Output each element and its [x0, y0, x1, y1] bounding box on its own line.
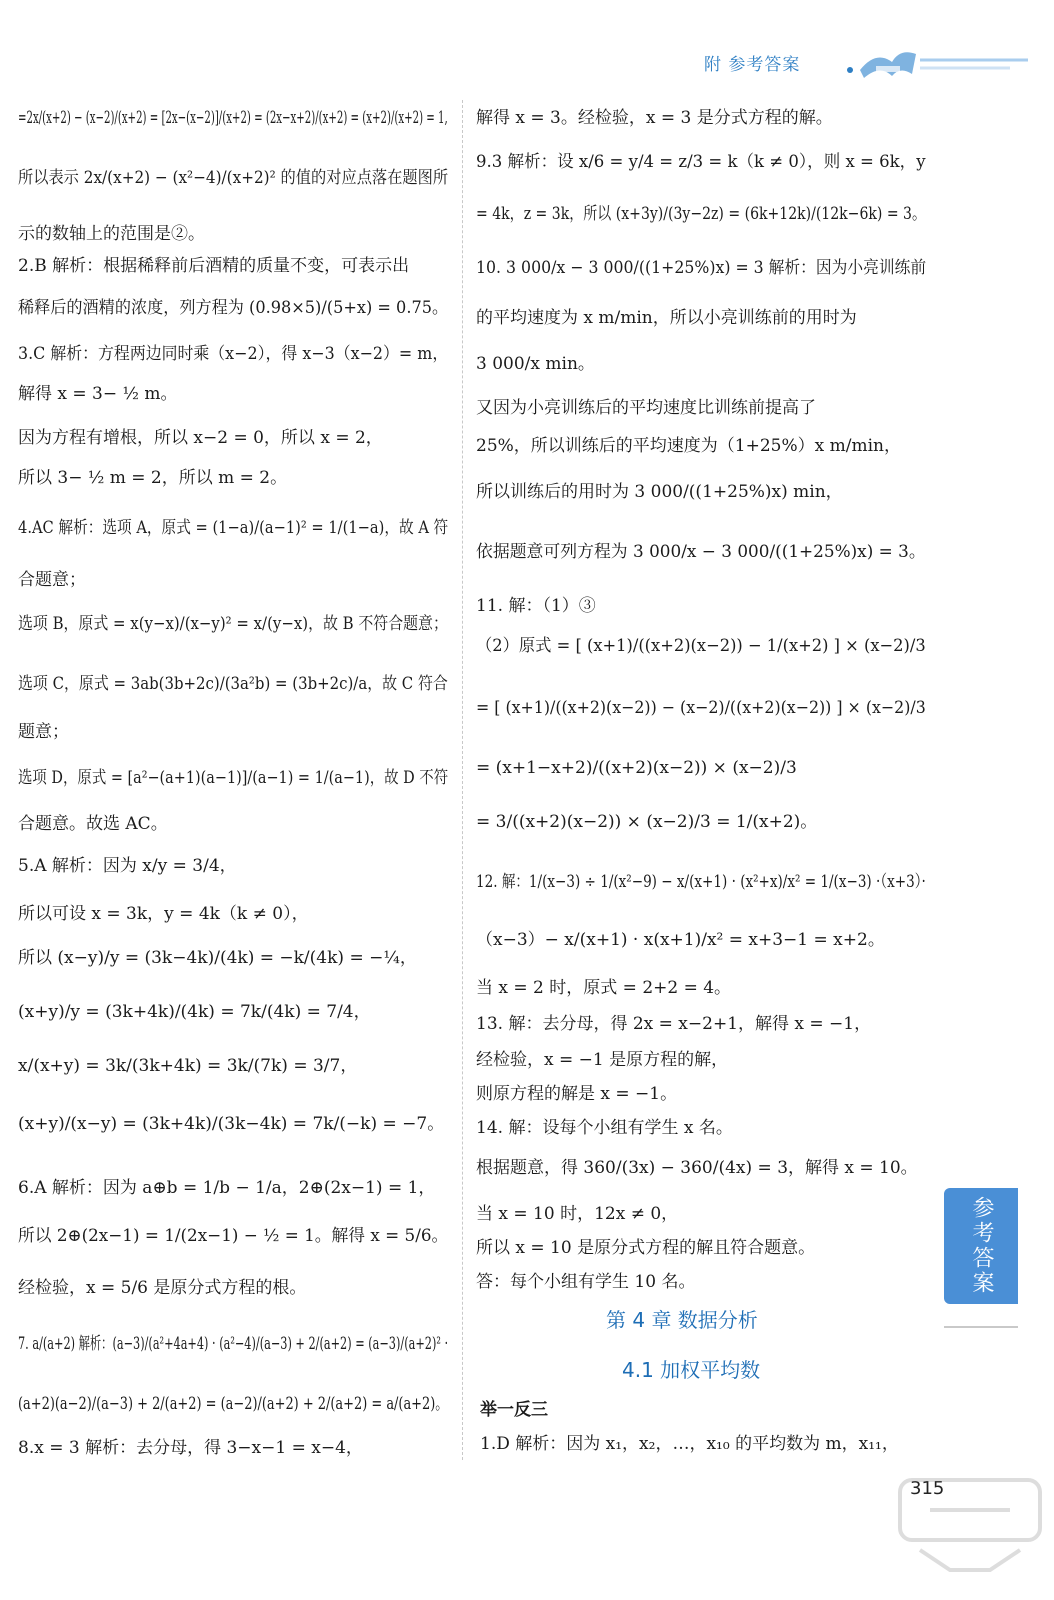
- right-text-line: 根据题意，得 360/(3x) − 360/(4x) = 3，解得 x = 10。: [476, 1158, 918, 1178]
- subsection-heading: 举一反三: [480, 1400, 548, 1420]
- right-text-line: 25%，所以训练后的平均速度为（1+25%）x m/min，: [476, 436, 901, 456]
- left-text-line: 7. a/(a+2) 解析：(a−3)/(a²+4a+4) · (a²−4)/(a−3) + 2/(a+2) = (a−3)/(a+2)² ·: [18, 1334, 449, 1354]
- column-divider: [462, 100, 463, 1460]
- right-text-line: 14. 解：设每个小组有学生 x 名。: [476, 1118, 733, 1138]
- left-text-line: 8.x = 3 解析：去分母，得 3−x−1 = x−4，: [18, 1438, 363, 1458]
- left-text-line: 稀释后的酒精的浓度，列方程为 (0.98×5)/(5+x) = 0.75。: [18, 298, 449, 318]
- watermark-logo-icon: [890, 1470, 1050, 1580]
- left-text-line: 3.C 解析：方程两边同时乘（x−2），得 x−3（x−2）= m，: [18, 344, 449, 364]
- side-rule: [944, 1326, 1018, 1328]
- header-title: 附 参考答案: [704, 55, 801, 75]
- left-text-line: =2x/(x+2) − (x−2)/(x+2) = [2x−(x−2)]/(x+2) = (2x−x+2)/(x+2) = (x+2)/(x+2) = 1,: [18, 108, 448, 128]
- left-text-line: 解得 x = 3− ½ m。: [18, 384, 178, 404]
- right-text-line: = (x+1−x+2)/((x+2)(x−2)) × (x−2)/3: [476, 758, 797, 778]
- right-text-line: = 3/((x+2)(x−2)) × (x−2)/3 = 1/(x+2)。: [476, 812, 818, 832]
- left-text-line: 所以 2⊕(2x−1) = 1/(2x−1) − ½ = 1。解得 x = 5/6。: [18, 1226, 449, 1246]
- left-text-line: 所以 (x−y)/y = (3k−4k)/(4k) = −k/(4k) = −¼，: [18, 948, 417, 968]
- left-text-line: 选项 D，原式 = [a²−(a+1)(a−1)]/(a−1) = 1/(a−1)，故 D 不符: [18, 768, 449, 788]
- left-text-line: 2.B 解析：根据稀释前后酒精的质量不变，可表示出: [18, 256, 410, 276]
- book-logo-icon: [840, 40, 1030, 84]
- left-text-line: (a+2)(a−2)/(a−3) + 2/(a+2) = (a−2)/(a+2) + 2/(a+2) = a/(a+2)。: [18, 1394, 449, 1414]
- right-text-line: 则原方程的解是 x = −1。: [476, 1084, 678, 1104]
- page-header: [700, 40, 1030, 90]
- right-text-line: 当 x = 10 时，12x ≠ 0，: [476, 1204, 679, 1224]
- left-text-line: 所以 3− ½ m = 2，所以 m = 2。: [18, 468, 288, 488]
- right-text-line: 10. 3 000/x − 3 000/((1+25%)x) = 3 解析：因为小亮训练前: [476, 258, 927, 278]
- left-text-line: 经检验，x = 5/6 是原分式方程的根。: [18, 1278, 307, 1298]
- right-text-line: 13. 解：去分母，得 2x = x−2+1，解得 x = −1，: [476, 1014, 872, 1034]
- right-text-line: 所以 x = 10 是原分式方程的解且符合题意。: [476, 1238, 816, 1258]
- left-text-line: 4.AC 解析：选项 A，原式 = (1−a)/(a−1)² = 1/(1−a)，故 A 符: [18, 518, 449, 538]
- section-title: 4.1 加权平均数: [622, 1358, 761, 1382]
- right-text-line: = [ (x+1)/((x+2)(x−2)) − (x−2)/((x+2)(x−2)) ] × (x−2)/3: [476, 698, 926, 718]
- right-text-line: 答：每个小组有学生 10 名。: [476, 1272, 696, 1292]
- right-text-line: 的平均速度为 x m/min，所以小亮训练前的用时为: [476, 308, 857, 328]
- left-text-line: (x+y)/y = (3k+4k)/(4k) = 7k/(4k) = 7/4，: [18, 1002, 371, 1022]
- left-text-line: 题意；: [18, 722, 69, 742]
- left-text-line: 选项 B，原式 = x(y−x)/(x−y)² = x/(y−x)，故 B 不符合题意；: [18, 614, 448, 634]
- left-text-line: 所以可设 x = 3k，y = 4k（k ≠ 0），: [18, 904, 309, 924]
- right-text-line: 经检验，x = −1 是原方程的解，: [476, 1050, 729, 1070]
- page-number: 315: [910, 1478, 945, 1499]
- left-text-line: 选项 C，原式 = 3ab(3b+2c)/(3a²b) = (3b+2c)/a，故 C 符合: [18, 674, 448, 694]
- right-text-line: 3 000/x min。: [476, 354, 595, 374]
- left-text-line: x/(x+y) = 3k/(3k+4k) = 3k/(7k) = 3/7，: [18, 1056, 358, 1076]
- right-text-line: = 4k，z = 3k，所以 (x+3y)/(3y−2z) = (6k+12k)/(12k−6k) = 3。: [476, 204, 927, 224]
- right-text-line: 解得 x = 3。经检验，x = 3 是分式方程的解。: [476, 108, 833, 128]
- answer-key-tab[interactable]: 参考答案: [944, 1188, 1018, 1304]
- right-text-line: 所以训练后的用时为 3 000/((1+25%)x) min，: [476, 482, 843, 502]
- right-text-line: （2）原式 = [ (x+1)/((x+2)(x−2)) − 1/(x+2) ] × (x−2)/3: [476, 636, 926, 656]
- right-text-line: 11. 解：（1）③: [476, 596, 596, 616]
- right-text-line: 依据题意可列方程为 3 000/x − 3 000/((1+25%)x) = 3。: [476, 542, 926, 562]
- left-text-line: 6.A 解析：因为 a⊕b = 1/b − 1/a，2⊕(2x−1) = 1，: [18, 1178, 436, 1198]
- right-text-line: 当 x = 2 时，原式 = 2+2 = 4。: [476, 978, 732, 998]
- right-text-line: 12. 解：1/(x−3) ÷ 1/(x²−9) − x/(x+1) · (x²+x)/x² = 1/(x−3) ·（x+3）·: [476, 872, 926, 892]
- left-text-line: 5.A 解析：因为 x/y = 3/4，: [18, 856, 237, 876]
- left-text-line: 合题意；: [18, 570, 86, 590]
- left-text-line: 所以表示 2x/(x+2) − (x²−4)/(x+2)² 的值的对应点落在题图所: [18, 168, 449, 188]
- left-text-line: (x+y)/(x−y) = (3k+4k)/(3k−4k) = 7k/(−k) = −7。: [18, 1114, 445, 1134]
- right-text-line: 又因为小亮训练后的平均速度比训练前提高了: [476, 398, 816, 418]
- left-text-line: 因为方程有增根，所以 x−2 = 0，所以 x = 2，: [18, 428, 383, 448]
- right-text-line: 9.3 解析：设 x/6 = y/4 = z/3 = k（k ≠ 0），则 x = 6k，y: [476, 152, 926, 172]
- left-text-line: 示的数轴上的范围是②。: [18, 224, 205, 244]
- right-text-line: 1.D 解析：因为 x₁，x₂，…，x₁₀ 的平均数为 m，x₁₁，: [480, 1434, 899, 1454]
- right-text-line: （x−3）− x/(x+1) · x(x+1)/x² = x+3−1 = x+2。: [476, 930, 885, 950]
- chapter-title: 第 4 章 数据分析: [606, 1308, 758, 1332]
- left-text-line: 合题意。故选 AC。: [18, 814, 168, 834]
